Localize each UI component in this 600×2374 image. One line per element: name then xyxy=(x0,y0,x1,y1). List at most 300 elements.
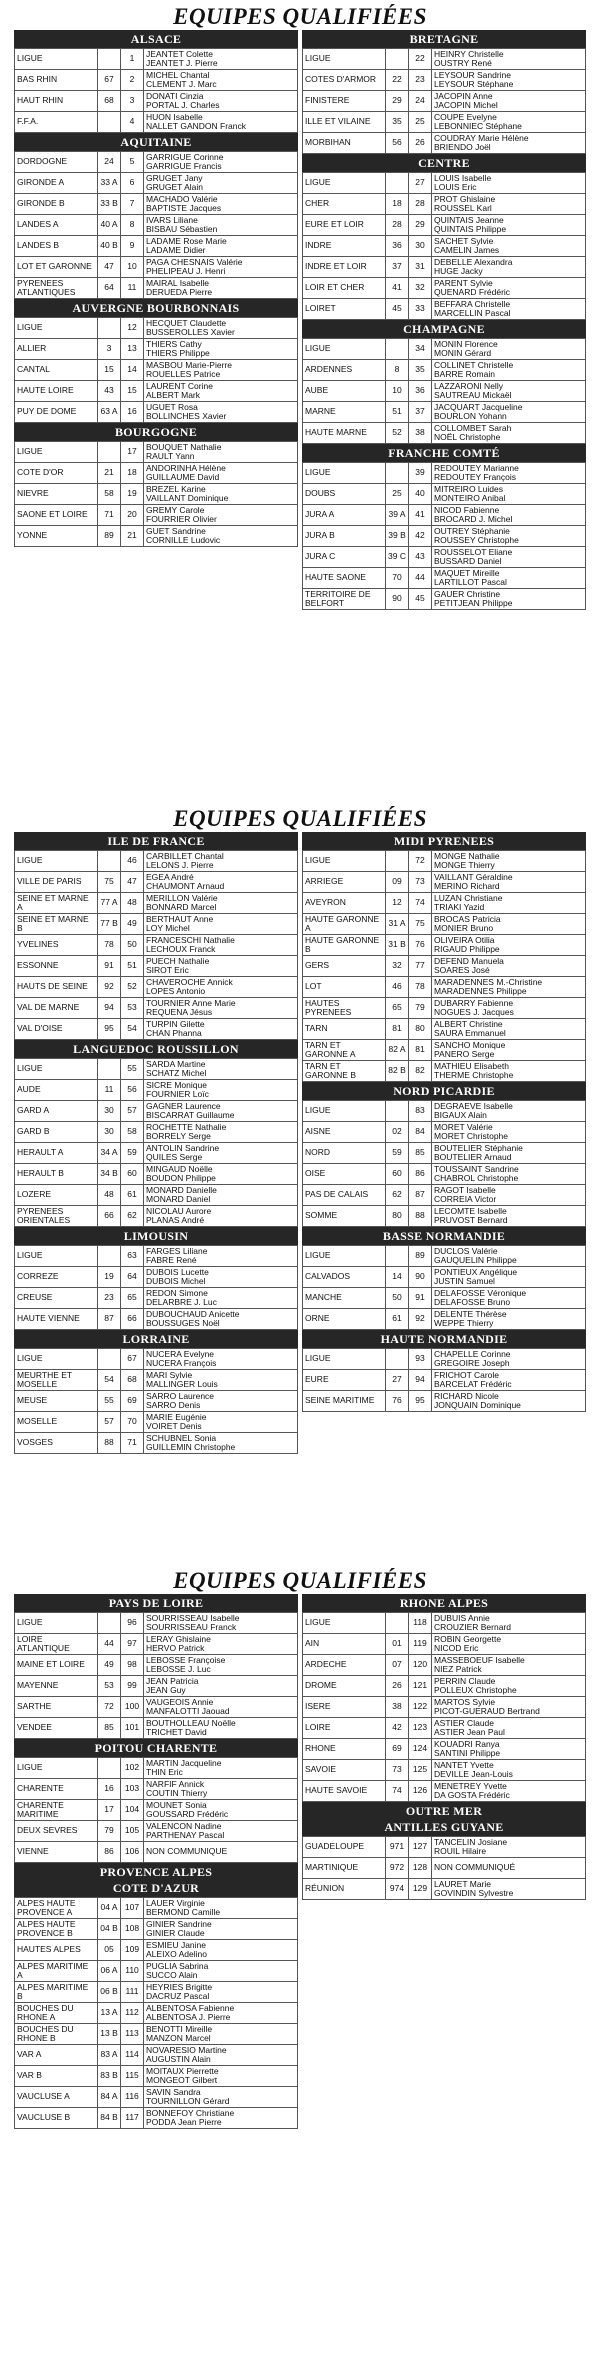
department-cell: LIGUE xyxy=(15,1246,98,1267)
department-cell: CHARENTE MARITIME xyxy=(15,1800,98,1821)
player-name: OLIVEIRA Otilia xyxy=(434,934,495,945)
team-row xyxy=(15,1800,298,1821)
department-number-cell xyxy=(98,1246,121,1267)
player-name: JUSTIN Samuel xyxy=(434,1276,495,1286)
region-table xyxy=(14,317,298,423)
team-number-cell: 105 xyxy=(121,1821,144,1842)
team-row xyxy=(303,1019,586,1040)
department-cell: LOT xyxy=(303,977,386,998)
players-cell xyxy=(144,2024,298,2045)
team-number-cell: 83 xyxy=(409,1101,432,1122)
region-name: AQUITAINE xyxy=(120,135,192,149)
team-row xyxy=(303,236,586,257)
player-name: LEYSOUR Stéphane xyxy=(434,79,514,89)
team-number-cell: 74 xyxy=(409,893,432,914)
players-cell xyxy=(432,257,586,278)
department-cell: LIGUE xyxy=(303,1613,386,1634)
department-cell: BAS RHIN xyxy=(15,70,98,91)
player-name: GAUER Christine xyxy=(434,588,501,599)
players-cell xyxy=(432,194,586,215)
team-number-cell: 107 xyxy=(121,1898,144,1919)
department-cell: LIGUE xyxy=(15,49,98,70)
team-row xyxy=(15,70,298,91)
team-row xyxy=(15,1267,298,1288)
player-name: SCHUBNEL Sonia xyxy=(146,1432,217,1443)
team-number-cell: 33 xyxy=(409,299,432,320)
department-number-cell: 47 xyxy=(98,257,121,278)
team-number-cell: 13 xyxy=(121,339,144,360)
players-cell xyxy=(432,215,586,236)
player-name: GUILLEMIN Christophe xyxy=(146,1442,236,1452)
player-name: TRIAKI Yazid xyxy=(434,902,485,912)
team-row xyxy=(15,1080,298,1101)
region-header xyxy=(302,1802,586,1836)
department-number-cell: 02 xyxy=(386,1122,409,1143)
department-cell: DROME xyxy=(303,1676,386,1697)
player-name: BOURLON Yohann xyxy=(434,411,507,421)
team-number-cell: 25 xyxy=(409,112,432,133)
player-name: MARTIN Jacqueline xyxy=(146,1757,222,1768)
team-number-cell: 68 xyxy=(121,1370,144,1391)
player-name: DUBUIS Annie xyxy=(434,1612,490,1623)
player-name: LOUIS Isabelle xyxy=(434,172,492,183)
player-name: TOURNIER Anne Marie xyxy=(146,997,236,1008)
team-row xyxy=(303,49,586,70)
team-number-cell: 106 xyxy=(121,1842,144,1863)
department-number-cell: 48 xyxy=(98,1185,121,1206)
team-row xyxy=(303,1370,586,1391)
department-cell: GIRONDE B xyxy=(15,194,98,215)
team-row xyxy=(15,91,298,112)
player-name: PERRIN Claude xyxy=(434,1675,496,1686)
department-cell: BOUCHES DU RHONE B xyxy=(15,2024,98,2045)
players-cell xyxy=(144,1206,298,1227)
player-name: MENETREY Yvette xyxy=(434,1780,507,1791)
player-name: RAULT Yann xyxy=(146,451,195,461)
player-name: GAUQUELIN Philippe xyxy=(434,1255,517,1265)
team-row xyxy=(15,360,298,381)
region-header xyxy=(302,1227,586,1245)
right-column xyxy=(302,30,586,610)
department-number-cell: 49 xyxy=(98,1655,121,1676)
player-name: MERILLON Valérie xyxy=(146,892,218,903)
players-cell xyxy=(144,257,298,278)
players-cell xyxy=(432,1309,586,1330)
player-name: MARI Sylvie xyxy=(146,1369,193,1380)
department-number-cell: 92 xyxy=(98,977,121,998)
players-cell xyxy=(144,2066,298,2087)
player-name: BISBAU Sébastien xyxy=(146,224,218,234)
page-title: EQUIPES QUALIFIÉES xyxy=(173,806,427,831)
team-row xyxy=(15,1164,298,1185)
team-number-cell: 67 xyxy=(121,1349,144,1370)
player-name: DUBOUCHAUD Anicette xyxy=(146,1308,240,1319)
team-number-cell: 62 xyxy=(121,1206,144,1227)
region-table xyxy=(302,1612,586,1802)
team-row xyxy=(15,1309,298,1330)
players-cell xyxy=(432,589,586,610)
department-cell: ALPES HAUTE PROVENCE A xyxy=(15,1898,98,1919)
department-cell: ALPES MARITIME A xyxy=(15,1961,98,1982)
players-cell xyxy=(144,2045,298,2066)
player-name: MARADENNES M.-Christine xyxy=(434,976,543,987)
team-number-cell: 110 xyxy=(121,1961,144,1982)
team-row xyxy=(303,1309,586,1330)
player-name: LEBOSSE Françoise xyxy=(146,1654,226,1665)
player-name: BERTHAUT Anne xyxy=(146,913,214,924)
region-header xyxy=(14,1040,298,1058)
region-table xyxy=(14,1757,298,1863)
team-number-cell: 113 xyxy=(121,2024,144,2045)
player-name: LOPES Antonio xyxy=(146,986,206,996)
player-name: GREMY Carole xyxy=(146,504,205,515)
player-name: MANFALOTTI Jaouad xyxy=(146,1706,230,1716)
department-number-cell xyxy=(386,339,409,360)
department-cell: NIEVRE xyxy=(15,484,98,505)
team-row xyxy=(15,1349,298,1370)
region-header xyxy=(302,320,586,338)
player-name: JONQUAIN Dominique xyxy=(434,1400,521,1410)
players-cell xyxy=(432,360,586,381)
team-row xyxy=(303,299,586,320)
player-name: DEFEND Manuela xyxy=(434,955,504,966)
region-name: AUVERGNE BOURBONNAIS xyxy=(72,301,240,315)
team-row xyxy=(15,381,298,402)
department-number-cell: 79 xyxy=(98,1821,121,1842)
players-cell xyxy=(144,1101,298,1122)
department-number-cell: 19 xyxy=(98,1267,121,1288)
region-name: CHAMPAGNE xyxy=(403,322,485,336)
qualified-teams-page xyxy=(14,1568,586,2374)
department-cell: COTE D'OR xyxy=(15,463,98,484)
team-row xyxy=(303,194,586,215)
department-number-cell: 33 A xyxy=(98,173,121,194)
players-cell xyxy=(432,851,586,872)
team-row xyxy=(303,1288,586,1309)
department-number-cell: 84 B xyxy=(98,2108,121,2129)
team-row xyxy=(15,318,298,339)
team-row xyxy=(303,956,586,977)
players-cell xyxy=(144,505,298,526)
team-number-cell: 36 xyxy=(409,381,432,402)
team-number-cell: 72 xyxy=(409,851,432,872)
player-name: LERAY Ghislaine xyxy=(146,1633,211,1644)
player-name: DEGRAEVE Isabelle xyxy=(434,1100,513,1111)
team-row xyxy=(303,1879,586,1900)
team-number-cell: 122 xyxy=(409,1697,432,1718)
player-name: BIGAUX Alain xyxy=(434,1110,487,1120)
players-cell xyxy=(144,1800,298,1821)
player-name: NUCERA Evelyne xyxy=(146,1348,215,1359)
team-row xyxy=(303,505,586,526)
player-name: HECQUET Claudette xyxy=(146,317,227,328)
players-cell xyxy=(144,463,298,484)
department-number-cell: 28 xyxy=(386,215,409,236)
player-name: REDOUTEY François xyxy=(434,472,517,482)
team-number-cell: 2 xyxy=(121,70,144,91)
columns xyxy=(14,30,586,608)
players-cell xyxy=(432,1101,586,1122)
player-name: ROUELLES Patrice xyxy=(146,369,221,379)
department-cell: EURE xyxy=(303,1370,386,1391)
player-name: PLANAS André xyxy=(146,1215,205,1225)
team-number-cell: 6 xyxy=(121,173,144,194)
player-name: COUDRAY Marie Hélène xyxy=(434,132,529,143)
players-cell xyxy=(144,236,298,257)
department-cell: SOMME xyxy=(303,1206,386,1227)
players-cell xyxy=(144,1655,298,1676)
player-name: UGUET Rosa xyxy=(146,401,198,412)
team-row xyxy=(15,1370,298,1391)
player-name: OUTREY Stéphanie xyxy=(434,525,510,536)
department-cell: HAUTE LOIRE xyxy=(15,381,98,402)
player-name: MOITAUX Pierrette xyxy=(146,2065,219,2076)
team-row xyxy=(15,463,298,484)
players-cell xyxy=(432,484,586,505)
region-name: LANGUEDOC ROUSSILLON xyxy=(73,1042,239,1056)
team-row xyxy=(15,1391,298,1412)
player-name: THERME Christophe xyxy=(434,1070,514,1080)
player-name: BOUDON Philippe xyxy=(146,1173,216,1183)
player-name: ROUSSELOT Eliane xyxy=(434,546,513,557)
player-name: PANERO Serge xyxy=(434,1049,495,1059)
qualified-teams-page xyxy=(14,4,586,608)
player-name: PORTAL J. Charles xyxy=(146,100,220,110)
region-header xyxy=(302,1082,586,1100)
department-number-cell: 61 xyxy=(386,1309,409,1330)
department-number-cell: 25 xyxy=(386,484,409,505)
team-row xyxy=(15,1246,298,1267)
department-cell: GUADELOUPE xyxy=(303,1837,386,1858)
players-cell xyxy=(432,49,586,70)
player-name: RAGOT Isabelle xyxy=(434,1184,496,1195)
team-row xyxy=(15,914,298,935)
player-name: QUINTAIS Jeanne xyxy=(434,214,504,225)
team-number-cell: 99 xyxy=(121,1676,144,1697)
player-name: COUPE Evelyne xyxy=(434,111,497,122)
team-number-cell: 3 xyxy=(121,91,144,112)
department-cell: F.F.A. xyxy=(15,112,98,133)
team-row xyxy=(303,173,586,194)
team-number-cell: 80 xyxy=(409,1019,432,1040)
department-cell: LOIR ET CHER xyxy=(303,278,386,299)
department-cell: RÉUNION xyxy=(303,1879,386,1900)
department-number-cell: 65 xyxy=(386,998,409,1019)
player-name: GARRIGUE Corinne xyxy=(146,151,224,162)
player-name: BENOTTI Mireille xyxy=(146,2023,213,2034)
department-cell: LIGUE xyxy=(15,1758,98,1779)
player-name: LADAME Didier xyxy=(146,245,206,255)
department-number-cell: 07 xyxy=(386,1655,409,1676)
players-cell xyxy=(144,1122,298,1143)
department-cell: ALLIER xyxy=(15,339,98,360)
department-number-cell: 82 B xyxy=(386,1061,409,1082)
department-number-cell: 60 xyxy=(386,1164,409,1185)
players-cell xyxy=(432,70,586,91)
player-name: LAUER Virginie xyxy=(146,1897,205,1908)
player-name: GRUGET Alain xyxy=(146,182,204,192)
department-cell: GARD A xyxy=(15,1101,98,1122)
department-cell: HAUTE GARONNE A xyxy=(303,914,386,935)
team-number-cell: 61 xyxy=(121,1185,144,1206)
players-cell xyxy=(144,215,298,236)
players-cell xyxy=(144,1019,298,1040)
player-name: DELAFOSSE Bruno xyxy=(434,1297,511,1307)
team-number-cell: 87 xyxy=(409,1185,432,1206)
team-row xyxy=(15,1206,298,1227)
department-number-cell: 34 B xyxy=(98,1164,121,1185)
team-number-cell: 56 xyxy=(121,1080,144,1101)
department-number-cell: 76 xyxy=(386,1391,409,1412)
player-name: BUSSEROLLES Xavier xyxy=(146,327,235,337)
department-number-cell: 50 xyxy=(386,1288,409,1309)
department-number-cell: 59 xyxy=(386,1143,409,1164)
left-column xyxy=(14,1594,298,2129)
team-number-cell: 82 xyxy=(409,1061,432,1082)
region-table xyxy=(14,441,298,547)
team-number-cell: 126 xyxy=(409,1781,432,1802)
player-name: MANZON Marcel xyxy=(146,2033,211,2043)
player-name: BONNEFOY Christiane xyxy=(146,2107,235,2118)
team-number-cell: 93 xyxy=(409,1349,432,1370)
department-number-cell: 73 xyxy=(386,1760,409,1781)
player-name: MERINO Richard xyxy=(434,881,500,891)
team-row xyxy=(15,1613,298,1634)
team-row xyxy=(15,49,298,70)
team-row xyxy=(15,1288,298,1309)
department-cell: LIGUE xyxy=(15,851,98,872)
players-cell xyxy=(432,133,586,154)
department-number-cell xyxy=(98,1613,121,1634)
team-number-cell: 51 xyxy=(121,956,144,977)
region-name: BRETAGNE xyxy=(409,32,479,46)
team-row xyxy=(15,1143,298,1164)
team-number-cell: 121 xyxy=(409,1676,432,1697)
department-number-cell: 21 xyxy=(98,463,121,484)
team-number-cell: 26 xyxy=(409,133,432,154)
team-row xyxy=(15,956,298,977)
player-name: JACOPIN Anne xyxy=(434,90,493,101)
player-name: MONGEOT Gilbert xyxy=(146,2075,218,2085)
player-name: LEYSOUR Sandrine xyxy=(434,69,512,80)
team-row xyxy=(15,935,298,956)
players-cell xyxy=(432,1143,586,1164)
player-name: BARCELAT Frédéric xyxy=(434,1379,512,1389)
region-header xyxy=(14,133,298,151)
team-number-cell: 89 xyxy=(409,1246,432,1267)
players-cell xyxy=(144,1697,298,1718)
team-number-cell: 124 xyxy=(409,1739,432,1760)
department-number-cell xyxy=(386,173,409,194)
player-name: ESMIEU Janine xyxy=(146,1939,206,1950)
team-number-cell: 59 xyxy=(121,1143,144,1164)
team-row xyxy=(15,2045,298,2066)
team-number-cell: 52 xyxy=(121,977,144,998)
team-number-cell: 71 xyxy=(121,1433,144,1454)
team-row xyxy=(15,872,298,893)
team-row xyxy=(15,339,298,360)
region-header xyxy=(302,30,586,48)
players-cell xyxy=(144,1185,298,1206)
team-row xyxy=(303,998,586,1019)
team-number-cell: 108 xyxy=(121,1919,144,1940)
department-number-cell: 83 A xyxy=(98,2045,121,2066)
department-number-cell: 971 xyxy=(386,1837,409,1858)
players-cell xyxy=(144,977,298,998)
team-row xyxy=(303,1206,586,1227)
player-name: THIERS Philippe xyxy=(146,348,210,358)
player-name: CHABROL Christophe xyxy=(434,1173,519,1183)
player-name: CHAN Phanna xyxy=(146,1028,202,1038)
team-row xyxy=(303,1697,586,1718)
player-name: LELONS J. Pierre xyxy=(146,860,214,870)
department-cell: SARTHE xyxy=(15,1697,98,1718)
team-row xyxy=(15,1982,298,2003)
department-number-cell: 37 xyxy=(386,257,409,278)
department-cell: CHER xyxy=(303,194,386,215)
player-name: TOURNILLON Gérard xyxy=(146,2096,230,2106)
players-cell xyxy=(144,1391,298,1412)
player-name: MONIER Bruno xyxy=(434,923,494,933)
player-name: SOURRISSEAU Isabelle xyxy=(146,1612,240,1623)
department-number-cell: 66 xyxy=(98,1206,121,1227)
department-cell: VAL D'OISE xyxy=(15,1019,98,1040)
department-number-cell: 13 A xyxy=(98,2003,121,2024)
department-cell: LOZERE xyxy=(15,1185,98,1206)
team-row xyxy=(15,1697,298,1718)
department-cell: TARN ET GARONNE A xyxy=(303,1040,386,1061)
team-number-cell: 96 xyxy=(121,1613,144,1634)
department-number-cell: 40 B xyxy=(98,236,121,257)
team-number-cell: 28 xyxy=(409,194,432,215)
players-cell xyxy=(432,278,586,299)
players-cell xyxy=(144,1080,298,1101)
players-cell xyxy=(432,547,586,568)
player-name: CORREIA Victor xyxy=(434,1194,497,1204)
players-cell xyxy=(144,91,298,112)
department-cell: DEUX SEVRES xyxy=(15,1821,98,1842)
department-number-cell: 40 A xyxy=(98,215,121,236)
player-name: GARRIGUE Francis xyxy=(146,161,222,171)
team-number-cell: 29 xyxy=(409,215,432,236)
players-cell xyxy=(144,1267,298,1288)
player-name: QUILES Serge xyxy=(146,1152,203,1162)
player-name: GINIER Claude xyxy=(146,1928,205,1938)
department-cell: MAYENNE xyxy=(15,1676,98,1697)
player-name: MARTOS Sylvie xyxy=(434,1696,496,1707)
team-number-cell: 120 xyxy=(409,1655,432,1676)
department-cell: NORD xyxy=(303,1143,386,1164)
player-name: SAUTREAU Mickaël xyxy=(434,390,512,400)
player-name: ROBIN Georgette xyxy=(434,1633,502,1644)
player-name: BAPTISTE Jacques xyxy=(146,203,222,213)
player-name: SACHET Sylvie xyxy=(434,235,494,246)
department-number-cell: 32 xyxy=(386,956,409,977)
department-number-cell: 81 xyxy=(386,1019,409,1040)
player-name: MORET Christophe xyxy=(434,1131,509,1141)
team-number-cell: 98 xyxy=(121,1655,144,1676)
player-name: BEFFARA Christelle xyxy=(434,298,511,309)
department-number-cell xyxy=(98,442,121,463)
team-number-cell: 45 xyxy=(409,589,432,610)
player-name: ROUSSEL Karl xyxy=(434,203,492,213)
player-name: BOUTHOLLEAU Noëlle xyxy=(146,1717,236,1728)
department-cell: HERAULT B xyxy=(15,1164,98,1185)
department-cell: MEURTHE ET MOSELLE xyxy=(15,1370,98,1391)
player-name: CORNILLE Ludovic xyxy=(146,535,221,545)
players-cell xyxy=(144,1634,298,1655)
players-cell xyxy=(432,1781,586,1802)
